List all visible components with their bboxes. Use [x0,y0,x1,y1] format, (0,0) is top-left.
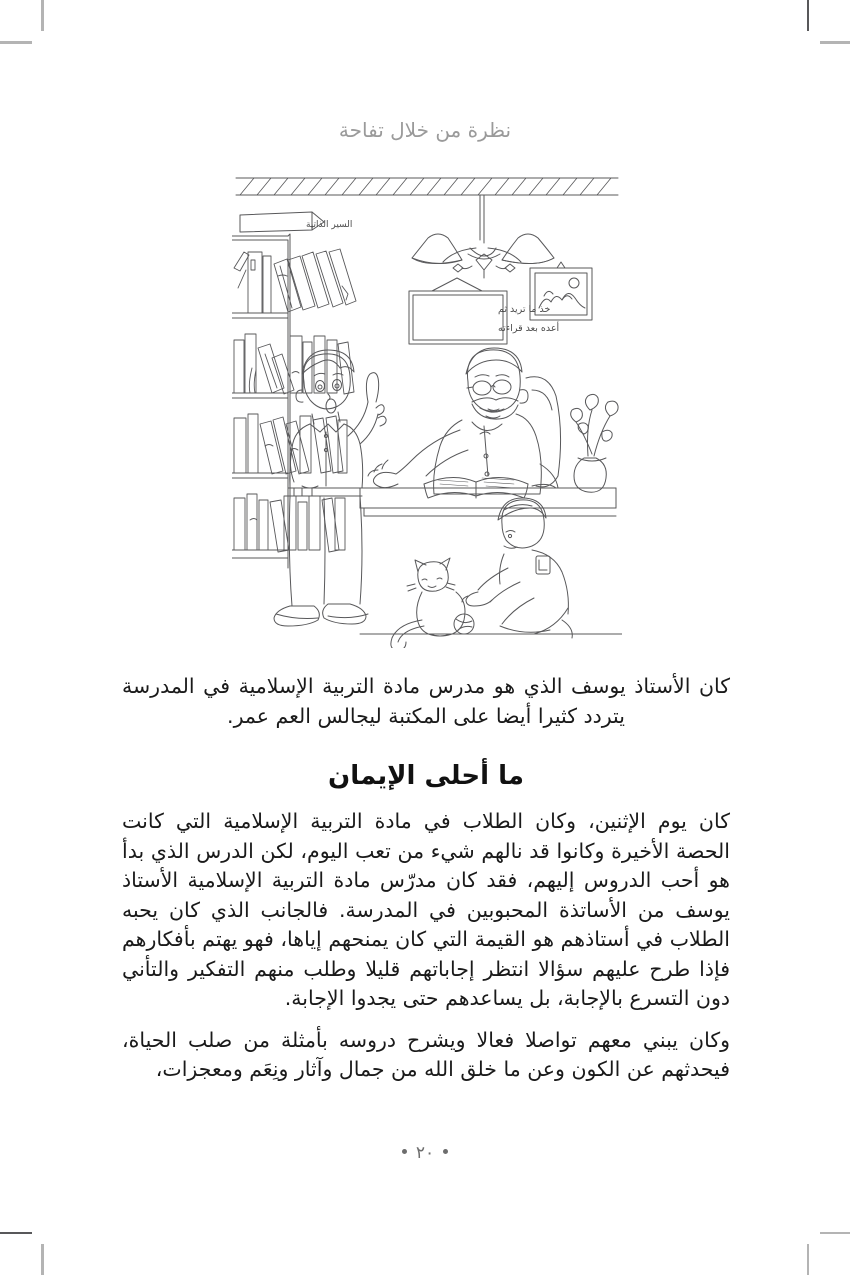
crop-mark-bottom-left-horizontal [0,1232,32,1234]
crop-mark-top-left-horizontal [0,41,32,44]
body-text [122,672,730,1085]
chandelier [412,195,554,278]
section-heading: ما أحلى الإيمان [328,761,524,791]
folio-dot-left [402,1149,407,1154]
wall-sign [409,278,560,344]
paragraph-spacer [122,1014,730,1026]
crop-mark-bottom-left-vertical [41,1244,44,1275]
shelf-sign-label: السير الذاتية [306,220,353,230]
paragraph-intro: كان الأستاذ يوسف الذي هو مدرس مادة التربية الإسلامية في المدرسة يتردد كثيرا أيضا على المكتبة ليجالس العم عمر. [122,674,730,728]
seated-man [368,348,561,494]
ceiling [236,178,618,195]
folio-number: ٢٠ [415,1143,435,1163]
paragraph-body-1: كان يوم الإثنين، وكان الطلاب في مادة التربية الإسلامية التي كانت الحصة الأخيرة وكانوا قد نالهم شيء من تعب اليوم، لكن الدرس الذي بدأ هو أحب الدروس إليهم، فقد كان مدرّس مادة التربية الإسلامية الأستاذ يوسف من الأساتذة المحبوبين في المدرسة. فالجانب الذي كان يحبه الطلاب في أستاذهم هو القيمة التي كان يمنحهم إياها، فهو يهتم بأفكارهم فإذا طرح عليهم سؤالا انتظر إجاباتهم قليلا وطلب منهم التفكير والتأني دون التسرع بالإجابة، بل يساعدهم حتى يجدوا الإجابة. [122,809,730,1010]
kneeling-child [462,498,572,638]
crop-mark-bottom-right-vertical [807,1244,809,1275]
chapter-illustration [232,168,622,648]
desk [360,488,616,516]
crop-mark-top-left-vertical [41,0,44,31]
flower-vase [571,394,618,492]
crop-mark-bottom-right-horizontal [820,1232,850,1234]
paragraph-body-2: وكان يبني معهم تواصلا فعالا ويشرح دروسه بأمثلة من صلب الحياة، فيحدثهم عن الكون وعن ما خلق الله من جمال وآثار ونِعَم ومعجزات، [122,1027,730,1081]
running-header: نظرة من خلال تفاحة [338,118,512,142]
wall-sign-line-1: خذ ما تريد ثم [498,304,551,315]
page-folio [0,1143,850,1163]
crop-mark-top-right-vertical [807,0,809,31]
wall-sign-line-2: أعده بعد قراءته [498,323,560,334]
illustration-drawing [232,168,622,648]
crop-mark-top-right-horizontal [820,41,850,44]
folio-dot-right [443,1149,448,1154]
